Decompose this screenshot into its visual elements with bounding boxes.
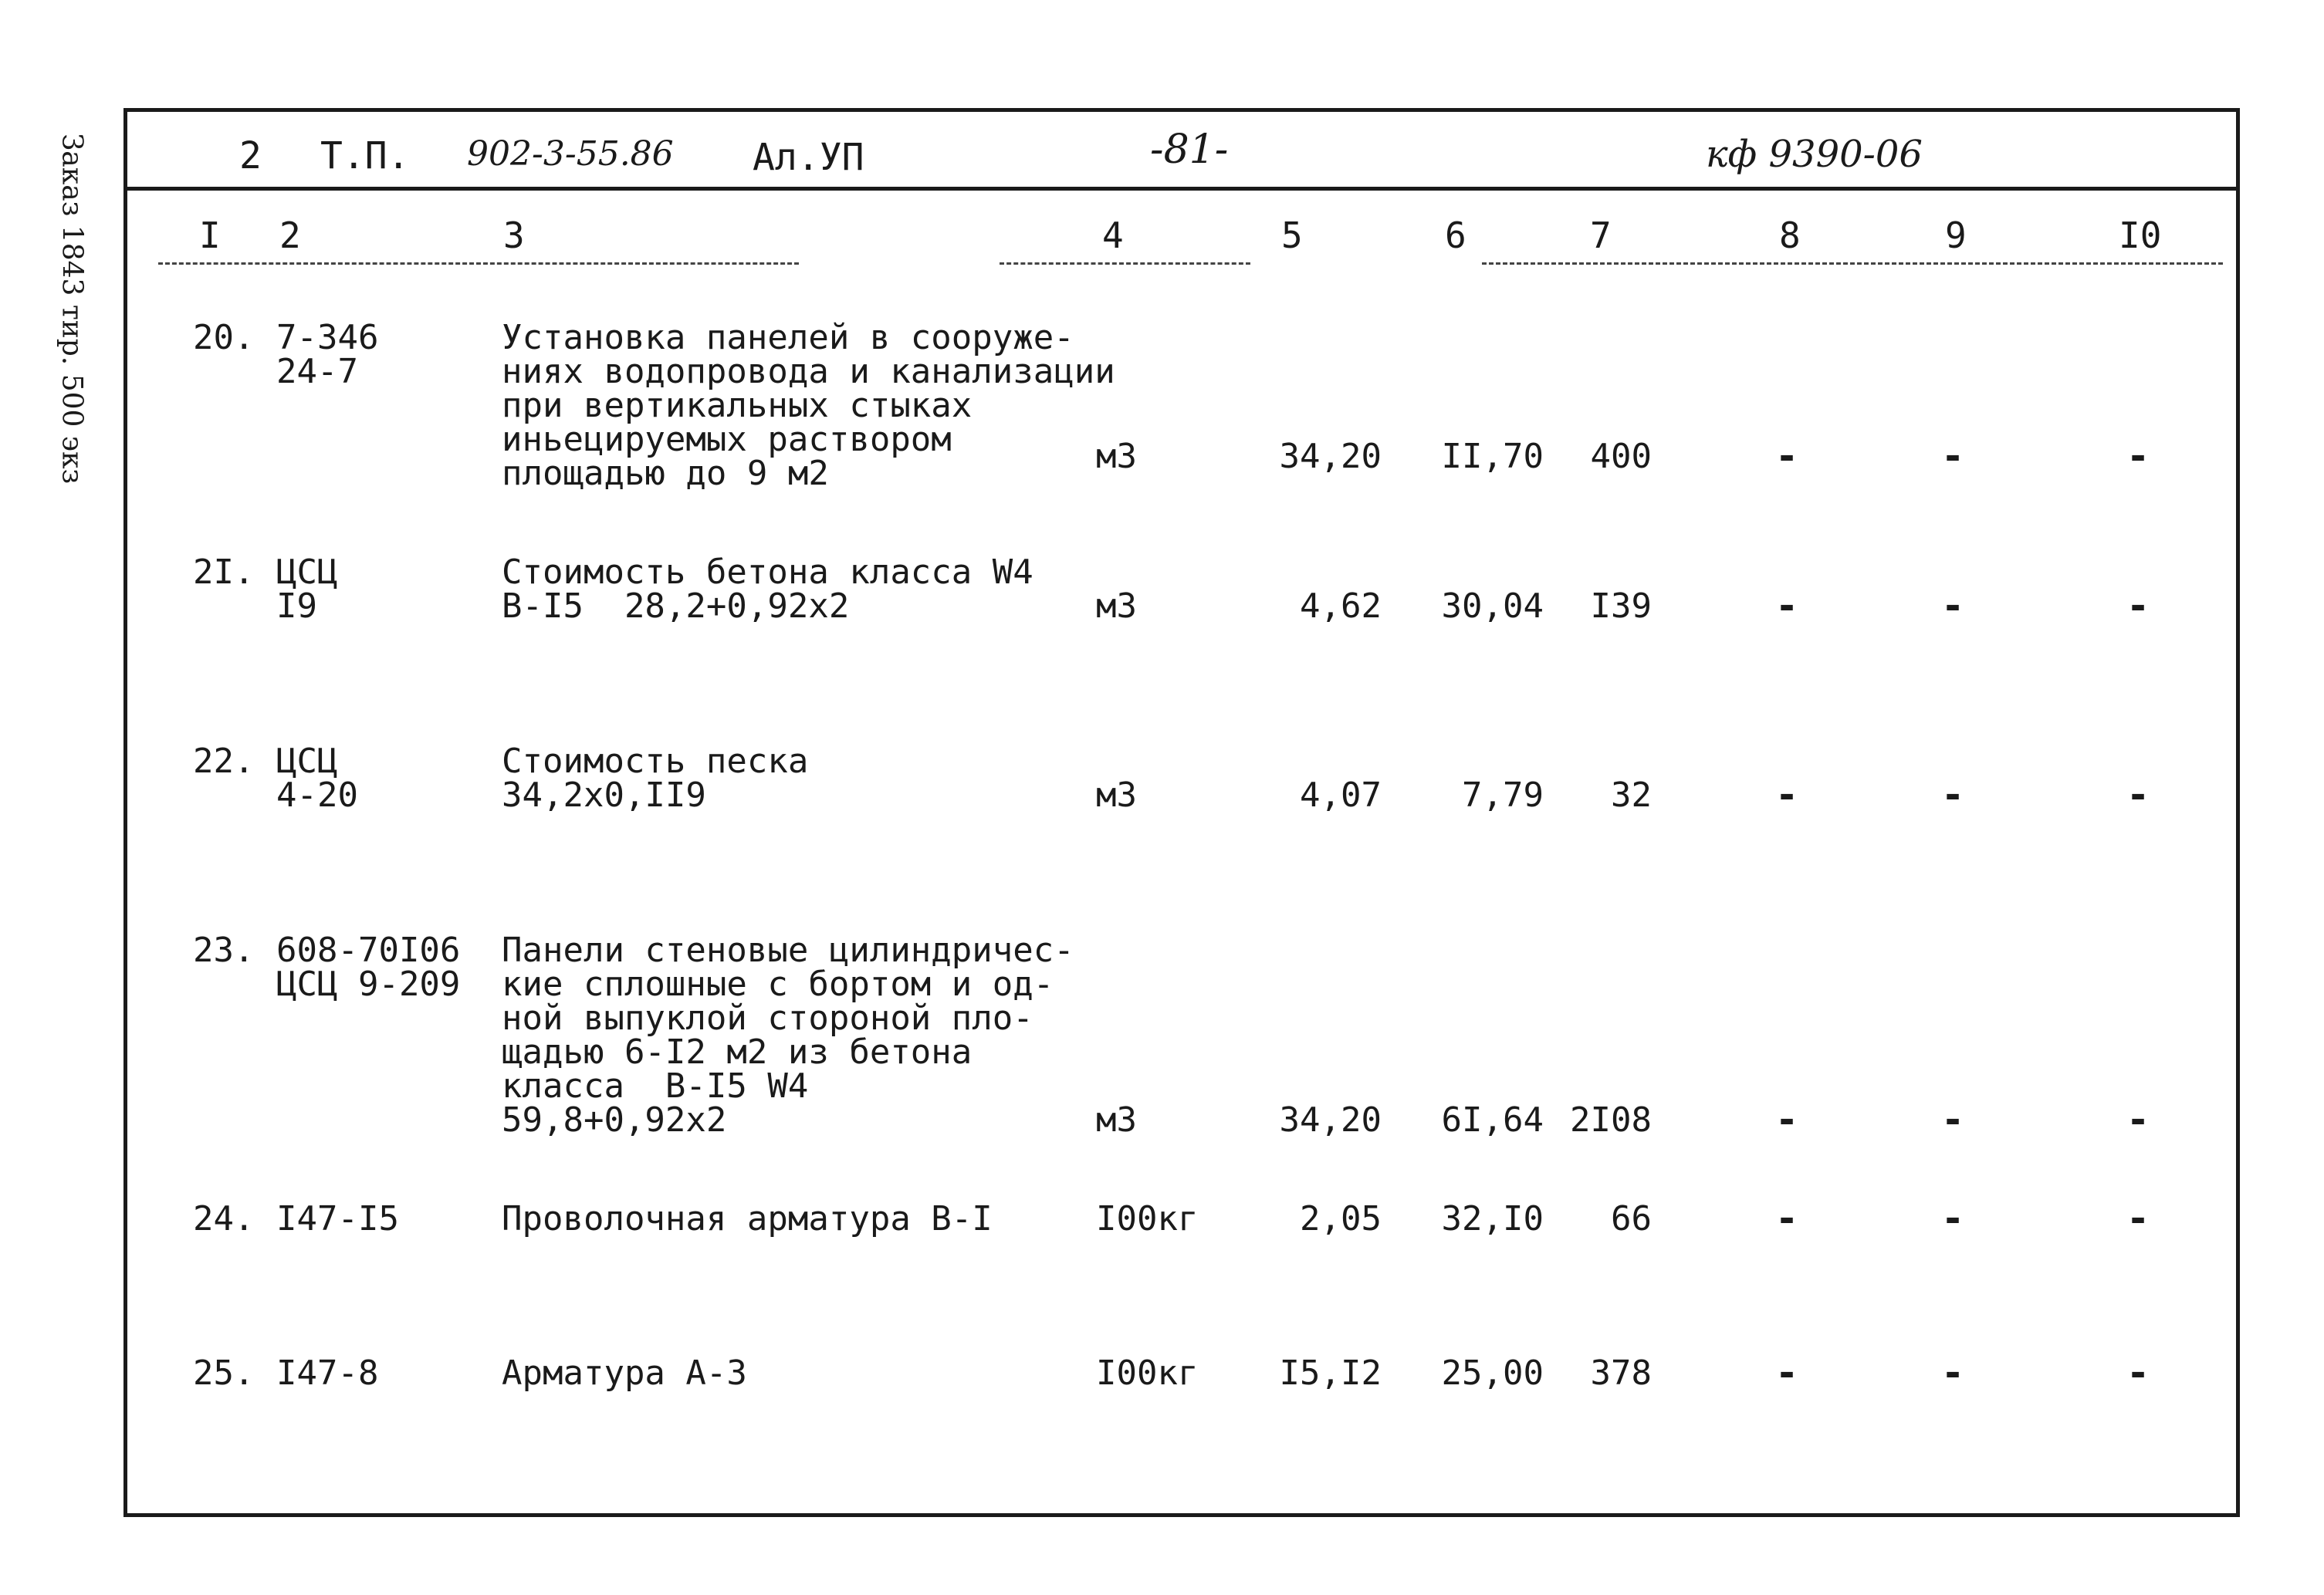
row-col8: -: [1775, 772, 1799, 817]
row-quantity: 34,20: [1279, 437, 1382, 476]
row-unit-price: 6I,64: [1441, 1100, 1544, 1140]
row-code: ЦСЦ 9-209: [276, 965, 461, 1004]
row-code: 24-7: [276, 352, 358, 391]
row-description: Стоимость бетона класса W4: [502, 553, 1033, 592]
row-unit: м3: [1096, 586, 1137, 626]
column-numbers-underline-1: [158, 262, 799, 265]
row-code: 7-346: [276, 318, 379, 357]
row-description: кие сплошные с бортом и од-: [502, 965, 1054, 1004]
row-col9: -: [1941, 772, 1965, 817]
row-number: 2I.: [193, 553, 255, 592]
row-unit-price: 7,79: [1462, 776, 1544, 815]
column-numbers-underline-3: [1482, 262, 2223, 265]
row-code: ЦСЦ: [276, 742, 338, 781]
row-col10: -: [2126, 1196, 2150, 1241]
row-number: 23.: [193, 931, 255, 970]
row-unit-price: 32,I0: [1441, 1199, 1544, 1238]
row-description: Панели стеновые цилиндричес-: [502, 931, 1074, 970]
header-divider: [123, 187, 2240, 191]
row-col10: -: [2126, 772, 2150, 817]
row-description: площадью до 9 м2: [502, 454, 829, 493]
row-unit: м3: [1096, 1100, 1137, 1140]
row-code: I47-I5: [276, 1199, 399, 1238]
column-number-5: 5: [1281, 215, 1303, 256]
column-number-1: I: [199, 215, 221, 256]
row-number: 25.: [193, 1353, 255, 1393]
document-code: кф 9390-06: [1706, 133, 1923, 176]
row-code: I47-8: [276, 1353, 379, 1393]
row-col9: -: [1941, 1097, 1965, 1142]
row-total: 2I08: [1570, 1100, 1652, 1140]
column-number-7: 7: [1590, 215, 1612, 256]
row-col8: -: [1775, 434, 1799, 478]
row-quantity: 34,20: [1279, 1100, 1382, 1140]
row-col10: -: [2126, 434, 2150, 478]
row-description: Проволочная арматура В-I: [502, 1199, 993, 1238]
tp-label: Т.П.: [320, 134, 410, 177]
row-number: 20.: [193, 318, 255, 357]
row-col9: -: [1941, 1350, 1965, 1395]
row-code: I9: [276, 586, 317, 626]
sheet-number: 2: [239, 134, 262, 177]
row-description: ниях водопровода и канализации: [502, 352, 1115, 391]
column-number-2: 2: [279, 215, 301, 256]
row-description: Стоимость песка: [502, 742, 809, 781]
album-label: Ал.УП: [753, 136, 864, 179]
row-total: 378: [1590, 1353, 1652, 1393]
sheet-frame: [123, 108, 2240, 1517]
row-description: Арматура А-3: [502, 1353, 747, 1393]
row-unit: м3: [1096, 437, 1137, 476]
column-number-9: 9: [1945, 215, 1967, 256]
row-col10: -: [2126, 1350, 2150, 1395]
row-description: 34,2х0,II9: [502, 776, 706, 815]
column-number-8: 8: [1779, 215, 1801, 256]
row-description: иньецируемых раствором: [502, 420, 952, 459]
row-total: I39: [1590, 586, 1652, 626]
row-description: 59,8+0,92х2: [502, 1100, 727, 1140]
page-number: -81-: [1150, 127, 1229, 173]
row-col8: -: [1775, 1097, 1799, 1142]
row-unit: м3: [1096, 776, 1137, 815]
row-code: ЦСЦ: [276, 553, 338, 592]
row-quantity: I5,I2: [1279, 1353, 1382, 1393]
row-unit-price: 30,04: [1441, 586, 1544, 626]
row-total: 400: [1590, 437, 1652, 476]
row-description: класса В-I5 W4: [502, 1066, 809, 1106]
row-quantity: 4,62: [1300, 586, 1382, 626]
row-col10: -: [2126, 583, 2150, 628]
row-col9: -: [1941, 1196, 1965, 1241]
row-col9: -: [1941, 434, 1965, 478]
row-description: при вертикальных стыках: [502, 386, 973, 425]
column-number-10: I0: [2119, 215, 2162, 256]
row-unit-price: II,70: [1441, 437, 1544, 476]
row-quantity: 4,07: [1300, 776, 1382, 815]
row-description: ной выпуклой стороной пло-: [502, 999, 1033, 1038]
row-col8: -: [1775, 1350, 1799, 1395]
row-unit: I00кг: [1096, 1353, 1199, 1393]
column-number-4: 4: [1102, 215, 1124, 256]
margin-stamp: [45, 116, 99, 502]
row-number: 22.: [193, 742, 255, 781]
column-number-6: 6: [1445, 215, 1466, 256]
row-col10: -: [2126, 1097, 2150, 1142]
row-col8: -: [1775, 1196, 1799, 1241]
row-total: 66: [1611, 1199, 1652, 1238]
row-col8: -: [1775, 583, 1799, 628]
row-total: 32: [1611, 776, 1652, 815]
project-number: 902-3-55.86: [467, 134, 674, 174]
row-description: В-I5 28,2+0,92х2: [502, 586, 850, 626]
row-quantity: 2,05: [1300, 1199, 1382, 1238]
row-unit-price: 25,00: [1441, 1353, 1544, 1393]
row-description: щадью 6-I2 м2 из бетона: [502, 1032, 973, 1072]
row-code: 608-70I06: [276, 931, 461, 970]
column-number-3: 3: [503, 215, 525, 256]
row-description: Установка панелей в сооруже-: [502, 318, 1074, 357]
row-code: 4-20: [276, 776, 358, 815]
row-unit: I00кг: [1096, 1199, 1199, 1238]
margin-stamp-text: Заказ 1843 тир. 500 экз: [56, 133, 88, 485]
row-number: 24.: [193, 1199, 255, 1238]
row-col9: -: [1941, 583, 1965, 628]
column-numbers-underline-2: [1000, 262, 1250, 265]
